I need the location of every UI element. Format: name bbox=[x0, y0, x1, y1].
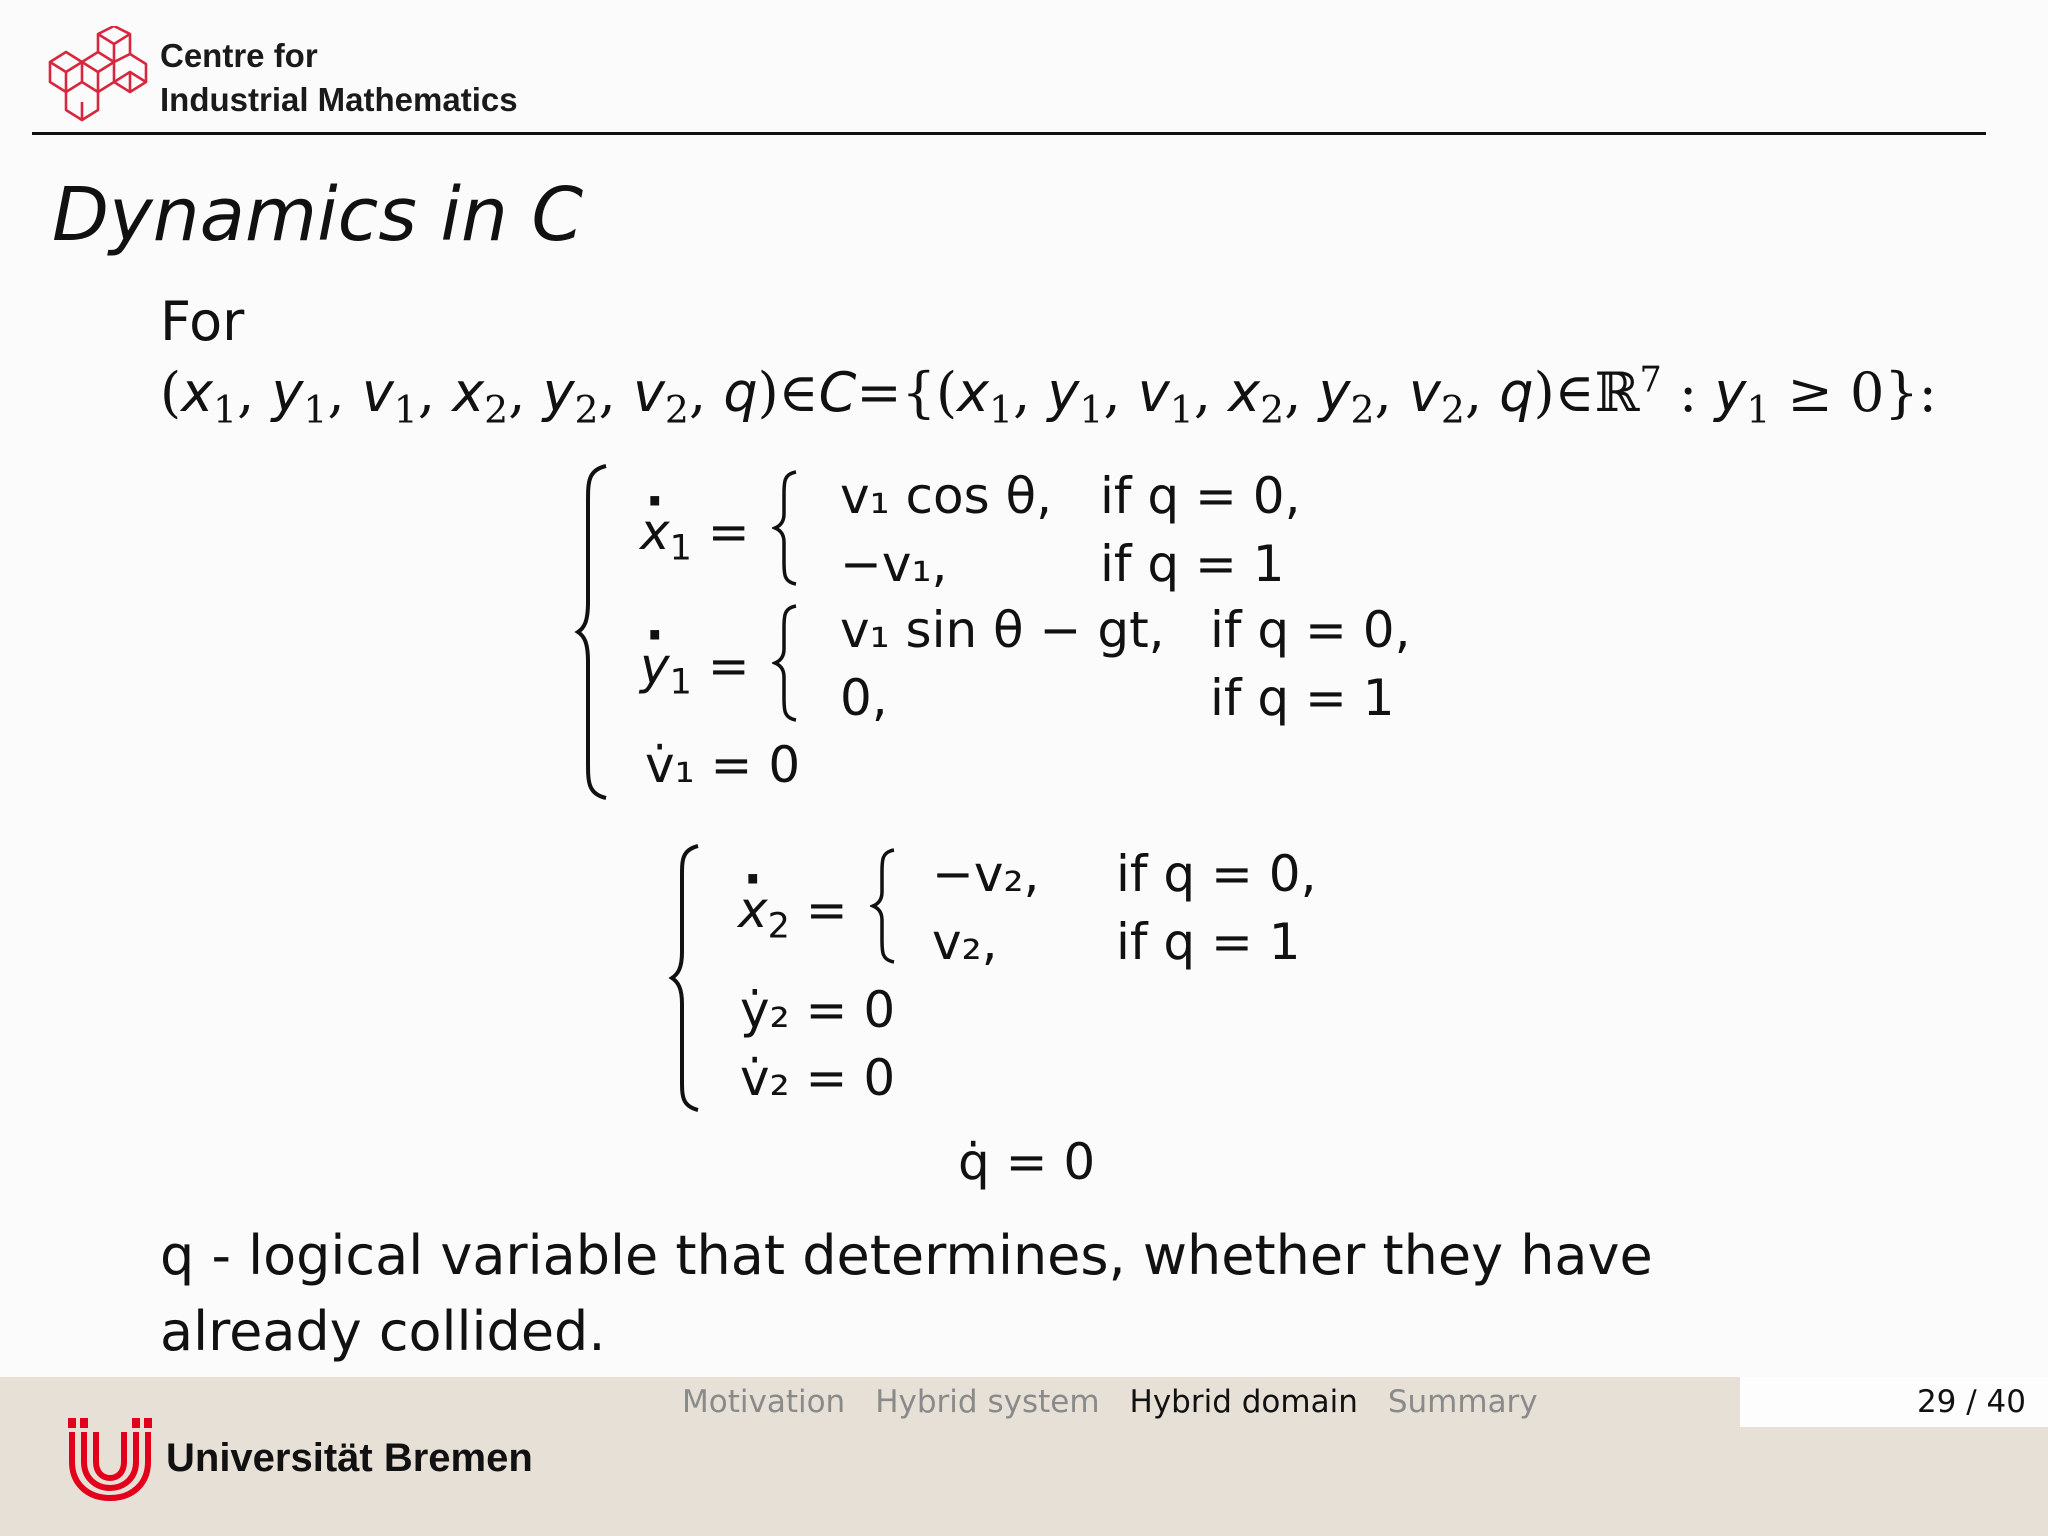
v2-equation: v̇₂ = 0 bbox=[740, 1049, 896, 1107]
y1-case2-expr: 0, bbox=[840, 669, 888, 727]
nav-item-hybrid-system[interactable]: Hybrid system bbox=[875, 1384, 1100, 1420]
nav-item-summary[interactable]: Summary bbox=[1387, 1384, 1538, 1420]
x2-cases-brace bbox=[870, 846, 898, 966]
centre-name-line2: Industrial Mathematics bbox=[160, 81, 518, 118]
y1-case2-cond: if q = 1 bbox=[1210, 669, 1395, 727]
x2-case2-cond: if q = 1 bbox=[1116, 913, 1301, 971]
centre-name bbox=[160, 34, 518, 122]
section-nav bbox=[682, 1380, 1538, 1424]
y1-derivative-label: · $y_1$ = bbox=[640, 636, 750, 696]
x1-cases-brace bbox=[772, 468, 800, 588]
y1-cases-brace bbox=[772, 602, 800, 724]
centre-logo-icon bbox=[46, 26, 150, 124]
q-equation: q̇ = 0 bbox=[958, 1133, 1096, 1191]
q-description: q - logical variable that determines, whether they have already collided. bbox=[160, 1224, 1653, 1363]
x1-derivative-label: · $x_1$ = bbox=[640, 502, 750, 562]
nav-item-hybrid-domain[interactable]: Hybrid domain bbox=[1129, 1384, 1358, 1420]
y1-case1-expr: v₁ sin θ − gt, bbox=[840, 601, 1165, 659]
y2-equation: ẏ₂ = 0 bbox=[740, 981, 896, 1039]
header-rule bbox=[32, 132, 1986, 135]
system1-brace bbox=[574, 462, 614, 802]
x1-case1-expr: v₁ cos θ, bbox=[840, 467, 1053, 525]
x1-case2-expr: −v₁, bbox=[840, 535, 948, 593]
x2-case1-cond: if q = 0, bbox=[1116, 845, 1317, 903]
domain-set-definition: ($x_1$, $y_1$, $v_1$, $x_2$, $y_2$, $v_2$, $q)\in C=\{(x_1$, $y_1$, $v_1$, $x_2$, $y_2$, $v_2$, q)∈ℝ$^7$ : $y_1 \ge 0$}: bbox=[160, 359, 1937, 432]
x2-derivative-label: · $x_2$ = bbox=[738, 880, 848, 940]
x1-case1-cond: if q = 0, bbox=[1100, 467, 1301, 525]
slide-title: Dynamics in C bbox=[52, 172, 584, 258]
system2-brace bbox=[668, 842, 704, 1114]
page-number: 29 / 40 bbox=[1916, 1384, 2026, 1420]
university-logo-icon bbox=[66, 1418, 154, 1502]
x1-case2-cond: if q = 1 bbox=[1100, 535, 1285, 593]
university-name: Universität Bremen bbox=[166, 1436, 533, 1480]
centre-name-line1: Centre for bbox=[160, 37, 318, 74]
for-label: For bbox=[160, 290, 245, 353]
x2-case2-expr: v₂, bbox=[932, 913, 998, 971]
x2-case1-expr: −v₂, bbox=[932, 845, 1040, 903]
nav-item-motivation[interactable]: Motivation bbox=[682, 1384, 846, 1420]
y1-case1-cond: if q = 0, bbox=[1210, 601, 1411, 659]
v1-equation: v̇₁ = 0 bbox=[645, 736, 801, 794]
